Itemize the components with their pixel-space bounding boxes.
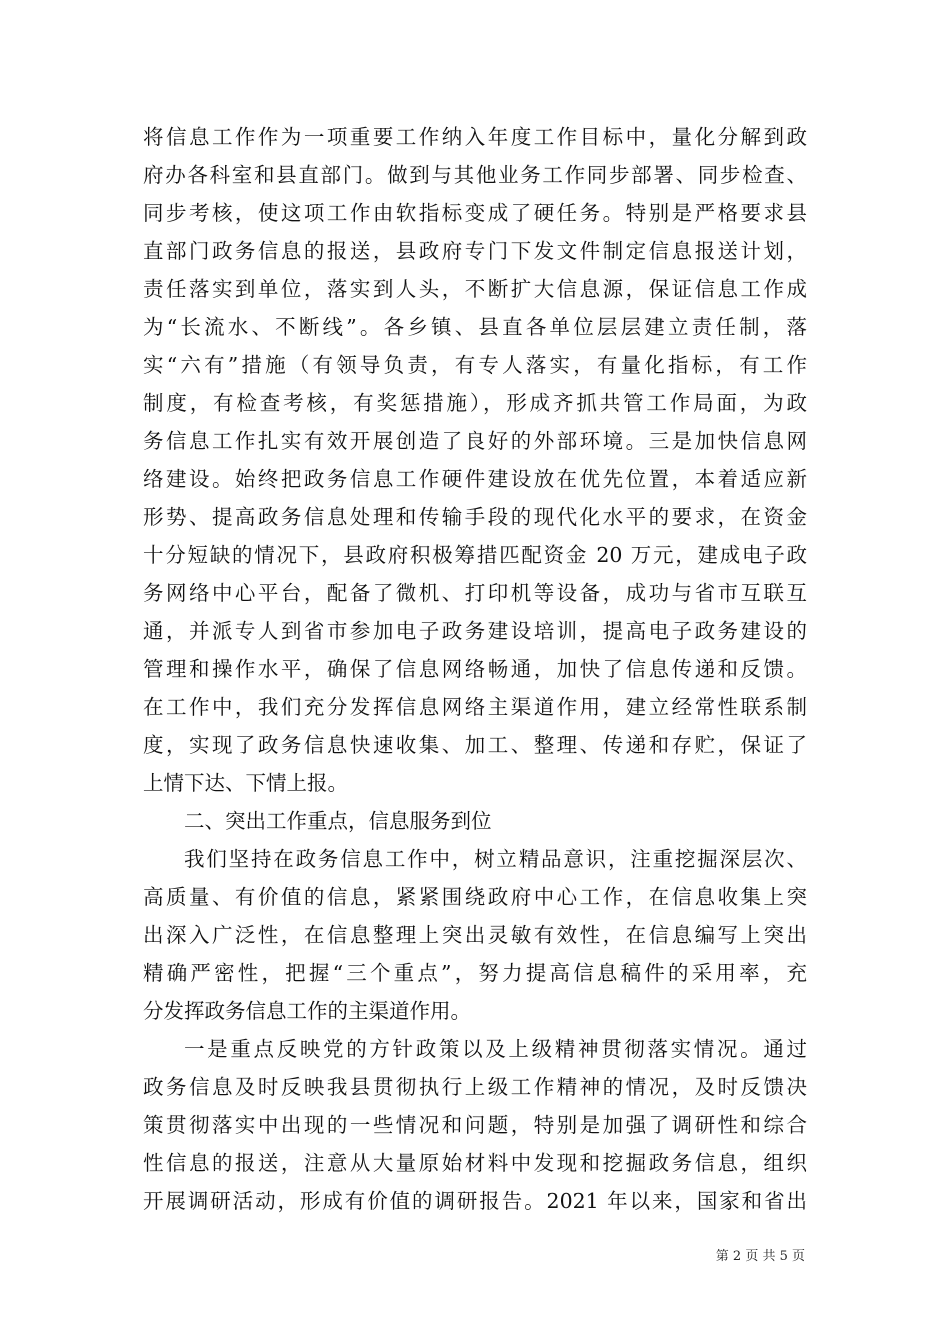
text-line: 我们坚持在政务信息工作中，树立精品意识，注重挖掘深层次、: [184, 847, 807, 871]
text-line: 同步考核，使这项工作由软指标变成了硬任务。特别是严格要求县: [143, 201, 807, 225]
text-line: 直部门政务信息的报送，县政府专门下发文件制定信息报送计划，: [143, 239, 807, 263]
text-line: 一是重点反映党的方针政策以及上级精神贯彻落实情况。通过: [184, 1037, 807, 1061]
text-line: 络建设。始终把政务信息工作硬件建设放在优先位置，本着适应新: [143, 467, 807, 491]
text-line: 出深入广泛性，在信息整理上突出灵敏有效性，在信息编写上突出: [143, 923, 807, 947]
text-line: 政务信息及时反映我县贯彻执行上级工作精神的情况，及时反馈决: [143, 1075, 807, 1099]
text-line: 高质量、有价值的信息，紧紧围绕政府中心工作，在信息收集上突: [143, 885, 807, 909]
text-line: 开展调研活动，形成有价值的调研报告。2021 年以来，国家和省出: [143, 1189, 807, 1213]
text-line: 府办各科室和县直部门。做到与其他业务工作同步部署、同步检查、: [143, 163, 807, 187]
document-body: [143, 118, 807, 1220]
text-line: 为“长流水、不断线”。各乡镇、县直各单位层层建立责任制，落: [143, 315, 807, 339]
text-line: 务信息工作扎实有效开展创造了良好的外部环境。三是加快信息网: [143, 429, 807, 453]
page-number: 第 2 页 共 5 页: [715, 1249, 805, 1264]
text-line: 精确严密性，把握“三个重点”，努力提高信息稿件的采用率，充: [143, 961, 807, 985]
text-line: 责任落实到单位，落实到人头，不断扩大信息源，保证信息工作成: [143, 277, 807, 301]
text-line: 分发挥政务信息工作的主渠道作用。: [143, 999, 471, 1023]
text-line: 将信息工作作为一项重要工作纳入年度工作目标中，量化分解到政: [143, 125, 807, 149]
text-line: 管理和操作水平，确保了信息网络畅通，加快了信息传递和反馈。: [143, 657, 807, 681]
text-line: 度，实现了政务信息快速收集、加工、整理、传递和存贮，保证了: [143, 733, 807, 757]
text-line: 实“六有”措施（有领导负责，有专人落实，有量化指标，有工作: [143, 353, 807, 377]
text-line: 十分短缺的情况下，县政府积极筹措匹配资金 20 万元，建成电子政: [143, 543, 807, 567]
text-line: 在工作中，我们充分发挥信息网络主渠道作用，建立经常性联系制: [143, 695, 807, 719]
text-line: 务网络中心平台，配备了微机、打印机等设备，成功与省市互联互: [143, 581, 807, 605]
text-line: 通，并派专人到省市参加电子政务建设培训，提高电子政务建设的: [143, 619, 807, 643]
text-line: 策贯彻落实中出现的一些情况和问题，特别是加强了调研性和综合: [143, 1113, 807, 1137]
text-line: 上情下达、下情上报。: [143, 771, 348, 795]
text-line: 制度，有检查考核，有奖惩措施），形成齐抓共管工作局面，为政: [143, 391, 807, 415]
text-line: 性信息的报送，注意从大量原始材料中发现和挖掘政务信息，组织: [143, 1151, 807, 1175]
text-line: 形势、提高政务信息处理和传输手段的现代化水平的要求，在资金: [143, 505, 807, 529]
section-heading: 二、突出工作重点，信息服务到位: [184, 809, 492, 833]
